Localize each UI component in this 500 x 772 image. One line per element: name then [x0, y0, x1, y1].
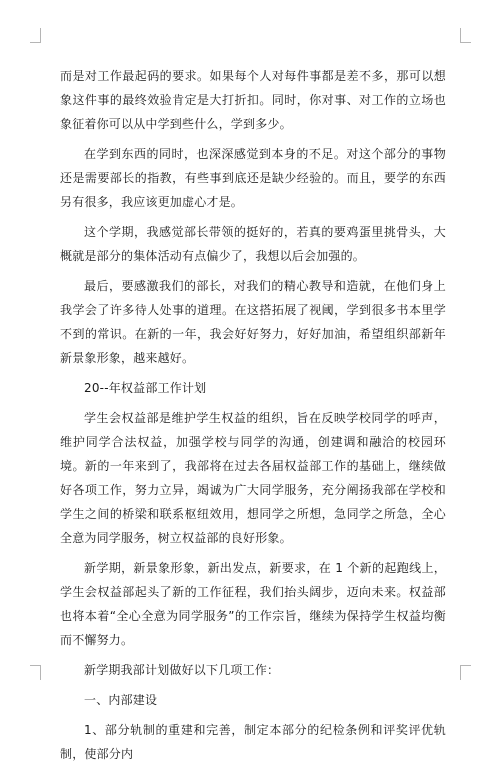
document-body: [60, 64, 446, 772]
paragraph-6: 新学期，新景象形象，新出发点，新要求，在 1 个新的起跑线上，学生会权益部起头了新的工作征程，我们抬头阔步，迈向未来。权益部也将本着“全心全意为同学服务”的工作宗旨，继续为保持学生权益均衡而不懈努力。: [60, 561, 446, 647]
crop-mark-top-left: [30, 28, 41, 43]
crop-mark-bottom-left: [30, 665, 41, 680]
paragraph-2: 在学到东西的同时，也深深感觉到本身的不足。对这个部分的事物还是需要部长的指教，有些事到底还是缺少经验的。而且，要学的东西另有很多，我应该更加虚心才是。: [60, 147, 446, 209]
paragraph-4: 最后，要感激我们的部长，对我们的精心教导和造就，在他们身上我学会了许多待人处事的道理。在这搭拓展了视阈，学到很多书本里学不到的常识。在新的一年，我会好好努力，好好加油，希望组织部新年新景象形象，越来越好。: [60, 279, 446, 365]
paragraph-7: 新学期我部计划做好以下几项工作：: [84, 663, 280, 677]
paragraph-1: 而是对工作最起码的要求。如果每个人对每件事都是差不多，那可以想象这件事的最终效验肯定是大打折扣。同时，你对事、对工作的立场也象征着你可以从中学到些什么，学到多少。: [60, 69, 446, 131]
crop-mark-bottom-right: [460, 665, 471, 680]
paragraph-3: 这个学期，我感觉部长带领的挺好的，若真的要鸡蛋里挑骨头，大概就是部分的集体活动有点偏少了，我想以后会加强的。: [60, 225, 446, 263]
subsection-title: 一、内部建设: [84, 693, 158, 707]
section-title: 20--年权益部工作计划: [84, 381, 207, 395]
paragraph-8: 1、部分轨制的重建和完善，制定本部分的纪检条例和评奖评优轨制，使部分内: [60, 723, 446, 761]
crop-mark-top-right: [460, 28, 471, 43]
paragraph-5: 学生会权益部是维护学生权益的组织，旨在反映学校同学的呼声，维护同学合法权益，加强学校与同学的沟通，创建调和融洽的校园环境。新的一年来到了，我部将在过去各届权益部工作的基础上，继续做好各项工作，努力立异，竭诚为广大同学服务，充分阐扬我部在学校和学生之间的桥梁和联系枢纽效用，想同学之所想，急同学之所急，全心全意为同学服务，树立权益部的良好形象。: [60, 411, 446, 545]
